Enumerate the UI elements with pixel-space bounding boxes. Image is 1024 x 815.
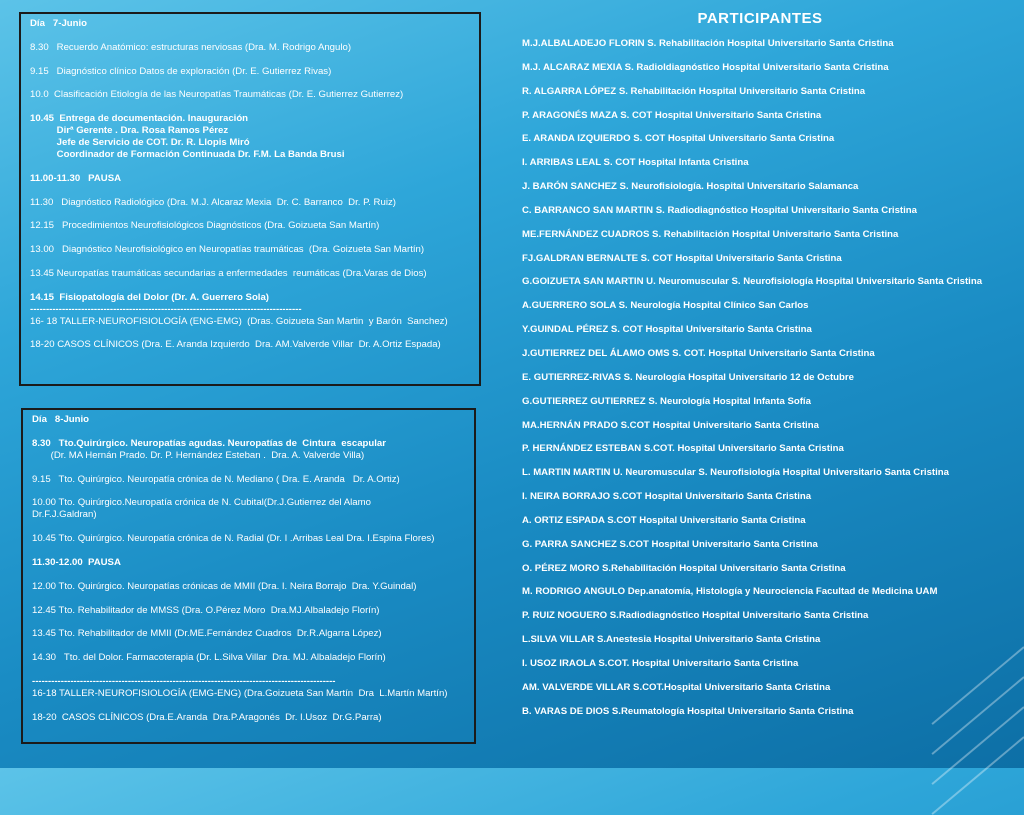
program-line: 16-18 TALLER-NEUROFISIOLOGÍA (EMG-ENG) (Dra.Goizueta San Martín Dra L.Martín Martín) — [32, 687, 448, 699]
program-line — [30, 78, 471, 90]
program-line: Coordinador de Formación Continuada Dr. F.M. La Banda Brusi — [30, 148, 345, 160]
participant-item: L.SILVA VILLAR S.Anestesia Hospital Universitario Santa Cristina — [522, 634, 821, 646]
program-line: Dr.F.J.Galdran) — [32, 509, 97, 521]
program-line: Jefe de Servicio de COT. Dr. R. Llopis Miró — [30, 137, 250, 149]
participant-item: G. PARRA SANCHEZ S.COT Hospital Universitario Santa Cristina — [522, 538, 818, 550]
participant-item: J.GUTIERREZ DEL ÁLAMO OMS S. COT. Hospital Universitario Santa Cristina — [522, 347, 875, 359]
participant-item: R. ALGARRA LÓPEZ S. Rehabilitación Hospital Universitario Santa Cristina — [522, 85, 866, 97]
program-line: 11.30 Diagnóstico Radiológico (Dra. M.J. Alcaraz Mexia Dr. C. Barranco Dr. P. Ruiz) — [30, 196, 396, 208]
program-line — [32, 462, 466, 474]
program-line: 9.15 Diagnóstico clínico Datos de exploración (Dr. E. Gutierrez Rivas) — [30, 65, 332, 77]
program-line — [30, 161, 471, 173]
program-line: ----------------------------------------------------------------------------------------------- — [32, 675, 336, 687]
program-line: 13.45 Neuropatías traumáticas secundarias a enfermedades reumáticas (Dra.Varas de Dios) — [30, 268, 427, 280]
participant-item: I. NEIRA BORRAJO S.COT Hospital Universitario Santa Cristina — [522, 491, 812, 503]
program-line — [30, 328, 471, 340]
program-line — [32, 640, 466, 652]
participant-item: A.GUERRERO SOLA S. Neurología Hospital Clínico San Carlos — [522, 300, 809, 312]
program-line — [30, 256, 471, 268]
program-line — [30, 280, 471, 292]
participant-item: J. BARÓN SANCHEZ S. Neurofisiología. Hospital Universitario Salamanca — [522, 181, 859, 193]
program-line: 13.45 Tto. Rehabilitador de MMII (Dr.ME.Fernández Cuadros Dr.R.Algarra López) — [32, 628, 382, 640]
program-line — [32, 700, 466, 712]
program-line: ------------------------------------------------------------------------------------- — [30, 303, 302, 315]
program-line — [30, 30, 471, 42]
participant-item: I. ARRIBAS LEAL S. COT Hospital Infanta Cristina — [522, 157, 749, 169]
program-line: 10.45 Tto. Quirúrgico. Neuropatía crónica de N. Radial (Dr. I .Arribas Leal Dra. I.Espina Flores) — [32, 533, 435, 545]
program-line — [32, 664, 466, 676]
program-line — [30, 209, 471, 221]
participant-item: M.J.ALBALADEJO FLORIN S. Rehabilitación Hospital Universitario Santa Cristina — [522, 38, 894, 49]
participant-item: B. VARAS DE DIOS S.Reumatología Hospital Universitario Santa Cristina — [522, 705, 854, 717]
participant-item: G.GUTIERREZ GUTIERREZ S. Neurología Hospital Infanta Sofía — [522, 395, 811, 407]
participants-section — [522, 10, 1012, 729]
program-line — [30, 232, 471, 244]
participant-item: G.GOIZUETA SAN MARTIN U. Neuromuscular S. Neurofisiología Hospital Universitario Santa Cristina — [522, 276, 983, 288]
program-line: 8.30 Recuerdo Anatómico: estructuras nerviosas (Dra. M. Rodrigo Angulo) — [30, 41, 352, 53]
participants-list — [522, 38, 1012, 729]
program-line: 12.45 Tto. Rehabilitador de MMSS (Dra. O.Pérez Moro Dra.MJ.Albaladejo Florín) — [32, 604, 380, 616]
program-day1-lines — [30, 18, 471, 351]
program-line: 11.00-11.30 PAUSA — [30, 172, 122, 184]
participant-item: MA.HERNÁN PRADO S.COT Hospital Universitario Santa Cristina — [522, 419, 819, 431]
participant-item: M. RODRIGO ANGULO Dep.anatomía, Histología y Neurociencia Facultad de Medicina UAM — [522, 586, 938, 598]
program-line: 9.15 Tto. Quirúrgico. Neuropatía crónica de N. Mediano ( Dra. E. Aranda Dr. A.Ortiz) — [32, 473, 400, 485]
decorative-line — [931, 736, 1024, 815]
program-line: 14.15 Fisiopatología del Dolor (Dr. A. Guerrero Sola) — [30, 291, 270, 303]
program-line — [32, 485, 466, 497]
participant-item: Y.GUINDAL PÉREZ S. COT Hospital Universitario Santa Cristina — [522, 324, 812, 336]
program-line — [30, 54, 471, 66]
program-line: 14.30 Tto. del Dolor. Farmacoterapia (Dr. L.Silva Villar Dra. MJ. Albaladejo Florín) — [32, 652, 386, 664]
participant-item: C. BARRANCO SAN MARTIN S. Radiodiagnóstico Hospital Universitario Santa Cristina — [522, 204, 917, 216]
participant-item: P. RUIZ NOGUERO S.Radiodiagnóstico Hospital Universitario Santa Cristina — [522, 610, 869, 622]
program-line: 10.0 Clasificación Etiología de las Neuropatías Traumáticas (Dr. E. Gutierrez Gutierrez) — [30, 89, 404, 101]
program-line — [32, 616, 466, 628]
participant-item: P. HERNÁNDEZ ESTEBAN S.COT. Hospital Universitario Santa Cristina — [522, 443, 844, 455]
program-line — [30, 185, 471, 197]
participant-item: L. MARTIN MARTIN U. Neuromuscular S. Neurofisiología Hospital Universitario Santa Cristina — [522, 467, 949, 479]
program-line: 12.15 Procedimientos Neurofisiológicos Diagnósticos (Dra. Goizueta San Martín) — [30, 220, 380, 232]
participant-item: M.J. ALCARAZ MEXIA S. Radioldiagnóstico Hospital Universitario Santa Cristina — [522, 61, 889, 73]
program-line: 8.30 Tto.Quirúrgico. Neuropatías agudas. Neuropatías de Cintura escapular — [32, 437, 386, 449]
program-line: (Dr. MA Hernán Prado. Dr. P. Hernández Esteban . Dra. A. Valverde Villa) — [32, 449, 365, 461]
program-line: 18-20 CASOS CLÍNICOS (Dra.E.Aranda Dra.P.Aragonés Dr. I.Usoz Dr.G.Parra) — [32, 711, 382, 723]
program-day2-lines — [32, 414, 466, 724]
participant-item: E. ARANDA IZQUIERDO S. COT Hospital Universitario Santa Cristina — [522, 133, 835, 145]
program-line: 11.30-12.00 PAUSA — [32, 556, 121, 568]
program-line — [32, 426, 466, 438]
program-day2-panel — [21, 408, 476, 744]
participant-item: ME.FERNÁNDEZ CUADROS S. Rehabilitación Hospital Universitario Santa Cristina — [522, 228, 899, 240]
participant-item: I. USOZ IRAOLA S.COT. Hospital Universitario Santa Cristina — [522, 657, 799, 669]
participant-item: A. ORTIZ ESPADA S.COT Hospital Universitario Santa Cristina — [522, 514, 806, 526]
participants-title: PARTICIPANTES — [697, 10, 823, 27]
program-line: Día 8-Junio — [32, 414, 90, 425]
program-line: 16- 18 TALLER-NEUROFISIOLOGÍA (ENG-EMG) (Dras. Goizueta San Martin y Barón Sanchez) — [30, 315, 448, 327]
program-line — [32, 569, 466, 581]
program-line: Dirª Gerente . Dra. Rosa Ramos Pérez — [30, 125, 229, 137]
participant-item: P. ARAGONÉS MAZA S. COT Hospital Universitario Santa Cristina — [522, 109, 822, 121]
program-line: 13.00 Diagnóstico Neurofisiológico en Neuropatías traumáticas (Dra. Goizueta San Martín) — [30, 244, 425, 256]
participant-item: O. PÉREZ MORO S.Rehabilitación Hospital Universitario Santa Cristina — [522, 562, 846, 574]
program-line: 10.45 Entrega de documentación. Inauguración — [30, 113, 249, 125]
program-line — [30, 101, 471, 113]
participant-item: AM. VALVERDE VILLAR S.COT.Hospital Universitario Santa Cristina — [522, 681, 831, 693]
program-line — [32, 593, 466, 605]
program-day1-panel — [19, 12, 481, 386]
program-line — [32, 545, 466, 557]
program-line: 18-20 CASOS CLÍNICOS (Dra. E. Aranda Izquierdo Dra. AM.Valverde Villar Dr. A.Ortiz Espada) — [30, 339, 441, 351]
program-line: 10.00 Tto. Quirúrgico.Neuropatía crónica de N. Cubital(Dr.J.Gutierrez del Alamo — [32, 497, 371, 509]
participant-item: E. GUTIERREZ-RIVAS S. Neurología Hospital Universitario 12 de Octubre — [522, 371, 854, 383]
participant-item: FJ.GALDRAN BERNALTE S. COT Hospital Universitario Santa Cristina — [522, 252, 842, 264]
program-line — [32, 521, 466, 533]
program-line: Día 7-Junio — [30, 18, 88, 29]
program-line: 12.00 Tto. Quirúrgico. Neuropatías crónicas de MMII (Dra. I. Neira Borrajo Dra. Y.Guindal) — [32, 580, 417, 592]
